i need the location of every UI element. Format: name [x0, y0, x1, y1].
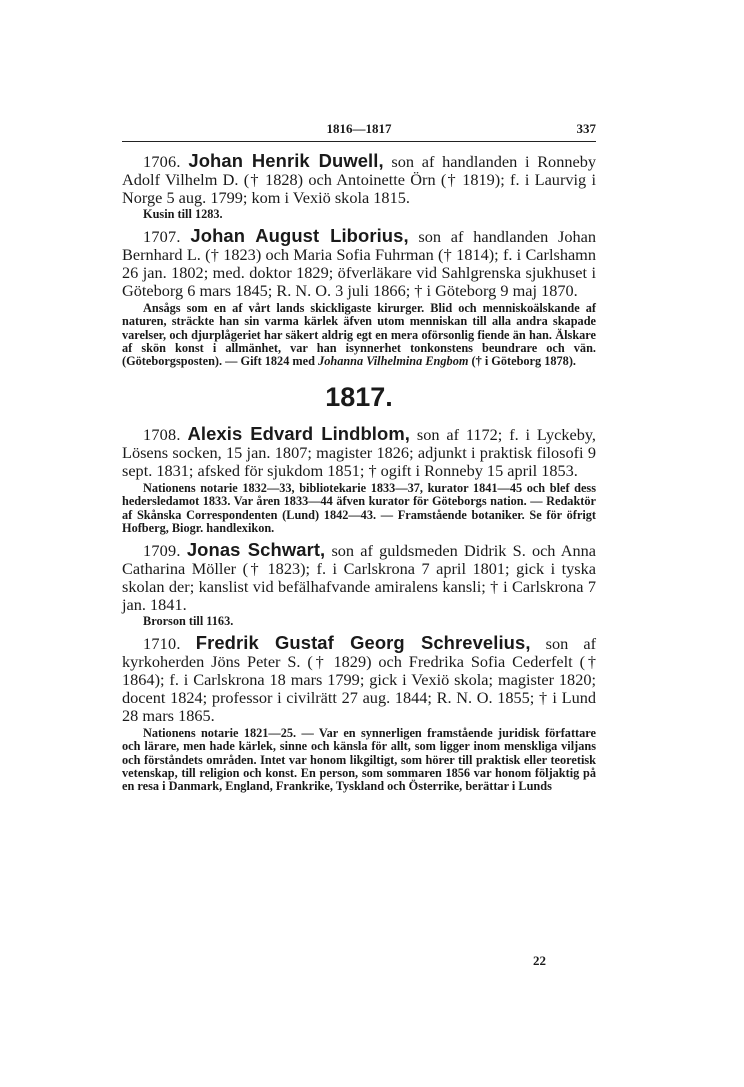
entry-1709 [122, 541, 596, 614]
header-year-range: 1816—1817 [326, 121, 392, 136]
header-rule [122, 141, 596, 142]
entry-text: son af guldsmeden Didrik S. och Anna Catharina Möller († 1823); f. i Carlskrona 7 april 1801; gick i tyska skolan der; kanslist vid befälhafvande amiralens kansli; † i Carlskrona 7 jan. 1841. [122, 541, 596, 615]
entry-number: 1710. [143, 634, 181, 654]
note-text-end: († i Göteborg 1878). [468, 354, 577, 369]
entry-note: Kusin till 1283. [143, 207, 223, 221]
entry-text: son af kyrkoherden Jöns Peter S. († 1829) och Fredrika Sofia Cederfelt († 1864); f. i Carlskrona 18 mars 1799; gick i Vexiö skola; magister 1820; docent 1824; professor i civilrätt 27 aug. 1844; R. N. O. 1855; † i Lund 28 mars 1865. [122, 634, 596, 726]
entry-text: son af 1172; f. i Lyckeby, Lösens socken, 15 jan. 1807; magister 1826; adjunkt i praktisk filosofi 9 sept. 1831; afsked för sjukdom 1851; † ogift i Ronneby 15 april 1853. [122, 425, 596, 481]
note-text: Ansågs som en af vårt lands skickligaste kirurger. Blid och menniskoälskande af naturen, sträckte han sin varma kärlek äfven utom menniskan till alla andra skapade varelser, och djurplågeriet har säkert aldrig egt en mera oförsonlig fiende än han. Älskare af skön konst i allmänhet, var han isynnerhet tonkonstens beundrare och vän. (Göteborgsposten). — Gift 1824 med [122, 301, 596, 369]
entry-text: son af handlanden i Ronneby Adolf Vilhelm D. († 1828) och Antoinette Örn († 1819); f. i Laurvig i Norge 5 aug. 1799; kom i Vexiö skola 1815. [122, 152, 596, 207]
entry-note: Nationens notarie 1821—25. — Var en synnerligen framstående juridisk författare och lärare, men hade kärlek, sinne och känsla för allt, som ligger inom menskliga viljans och förståndets områden. Intet var honom likgiltigt, som hörer till praktisk eller teoretisk vetenskap, till religion och konst. En person, som sommaren 1856 var honom följaktig på en resa i Danmark, England, Frankrike, Tyskland och Österrike, berättar i Lunds [122, 726, 596, 794]
entry-1710 [122, 634, 596, 725]
entry-note: Brorson till 1163. [143, 614, 234, 629]
entry-1708 [122, 425, 596, 480]
signature-mark: 22 [533, 953, 546, 968]
entry-1707 [122, 227, 596, 300]
page-number: 337 [576, 121, 596, 136]
entry-note: Nationens notarie 1832—33, bibliotekarie 1833—37, kurator 1841—45 och blef dess hedersledamot 1833. Var åren 1833—44 äfven kurator för Göteborgs nation. — Redaktör af Skånska Correspondenten (Lund) 1842—43. — Framstående botaniker. Se för öfrigt Hofberg, Biogr. handlexikon. [122, 481, 596, 535]
entry-number: 1706. [143, 152, 181, 171]
entry-number: 1708. [143, 425, 181, 445]
entry-number: 1707. [143, 227, 181, 247]
entry-name: Johan Henrik Duwell, [188, 150, 384, 171]
entry-name: Jonas Schwart, [186, 539, 326, 561]
entry-number: 1709. [143, 541, 181, 561]
page-body [122, 152, 596, 793]
entry-name: Alexis Edvard Lindblom, [187, 423, 410, 445]
entry-1706 [122, 152, 596, 207]
entry-name: Johan August Liborius, [190, 225, 409, 247]
running-header [122, 121, 596, 141]
entry-name: Fredrik Gustaf Georg Schrevelius, [195, 632, 531, 654]
entry-note [122, 302, 596, 368]
entry-text: son af handlanden Johan Bernhard L. († 1823) och Maria Sofia Fuhrman († 1814); f. i Carlshamn 26 jan. 1802; med. doktor 1829; öfverläkare vid Sahlgrenska sjukhuset i Göteborg 6 mars 1845; R. N. O. 3 juli 1866; † i Göteborg 9 maj 1870. [122, 227, 596, 301]
year-heading: 1817. [325, 382, 393, 413]
spouse-name: Johanna Vilhelmina Engbom [318, 354, 469, 369]
